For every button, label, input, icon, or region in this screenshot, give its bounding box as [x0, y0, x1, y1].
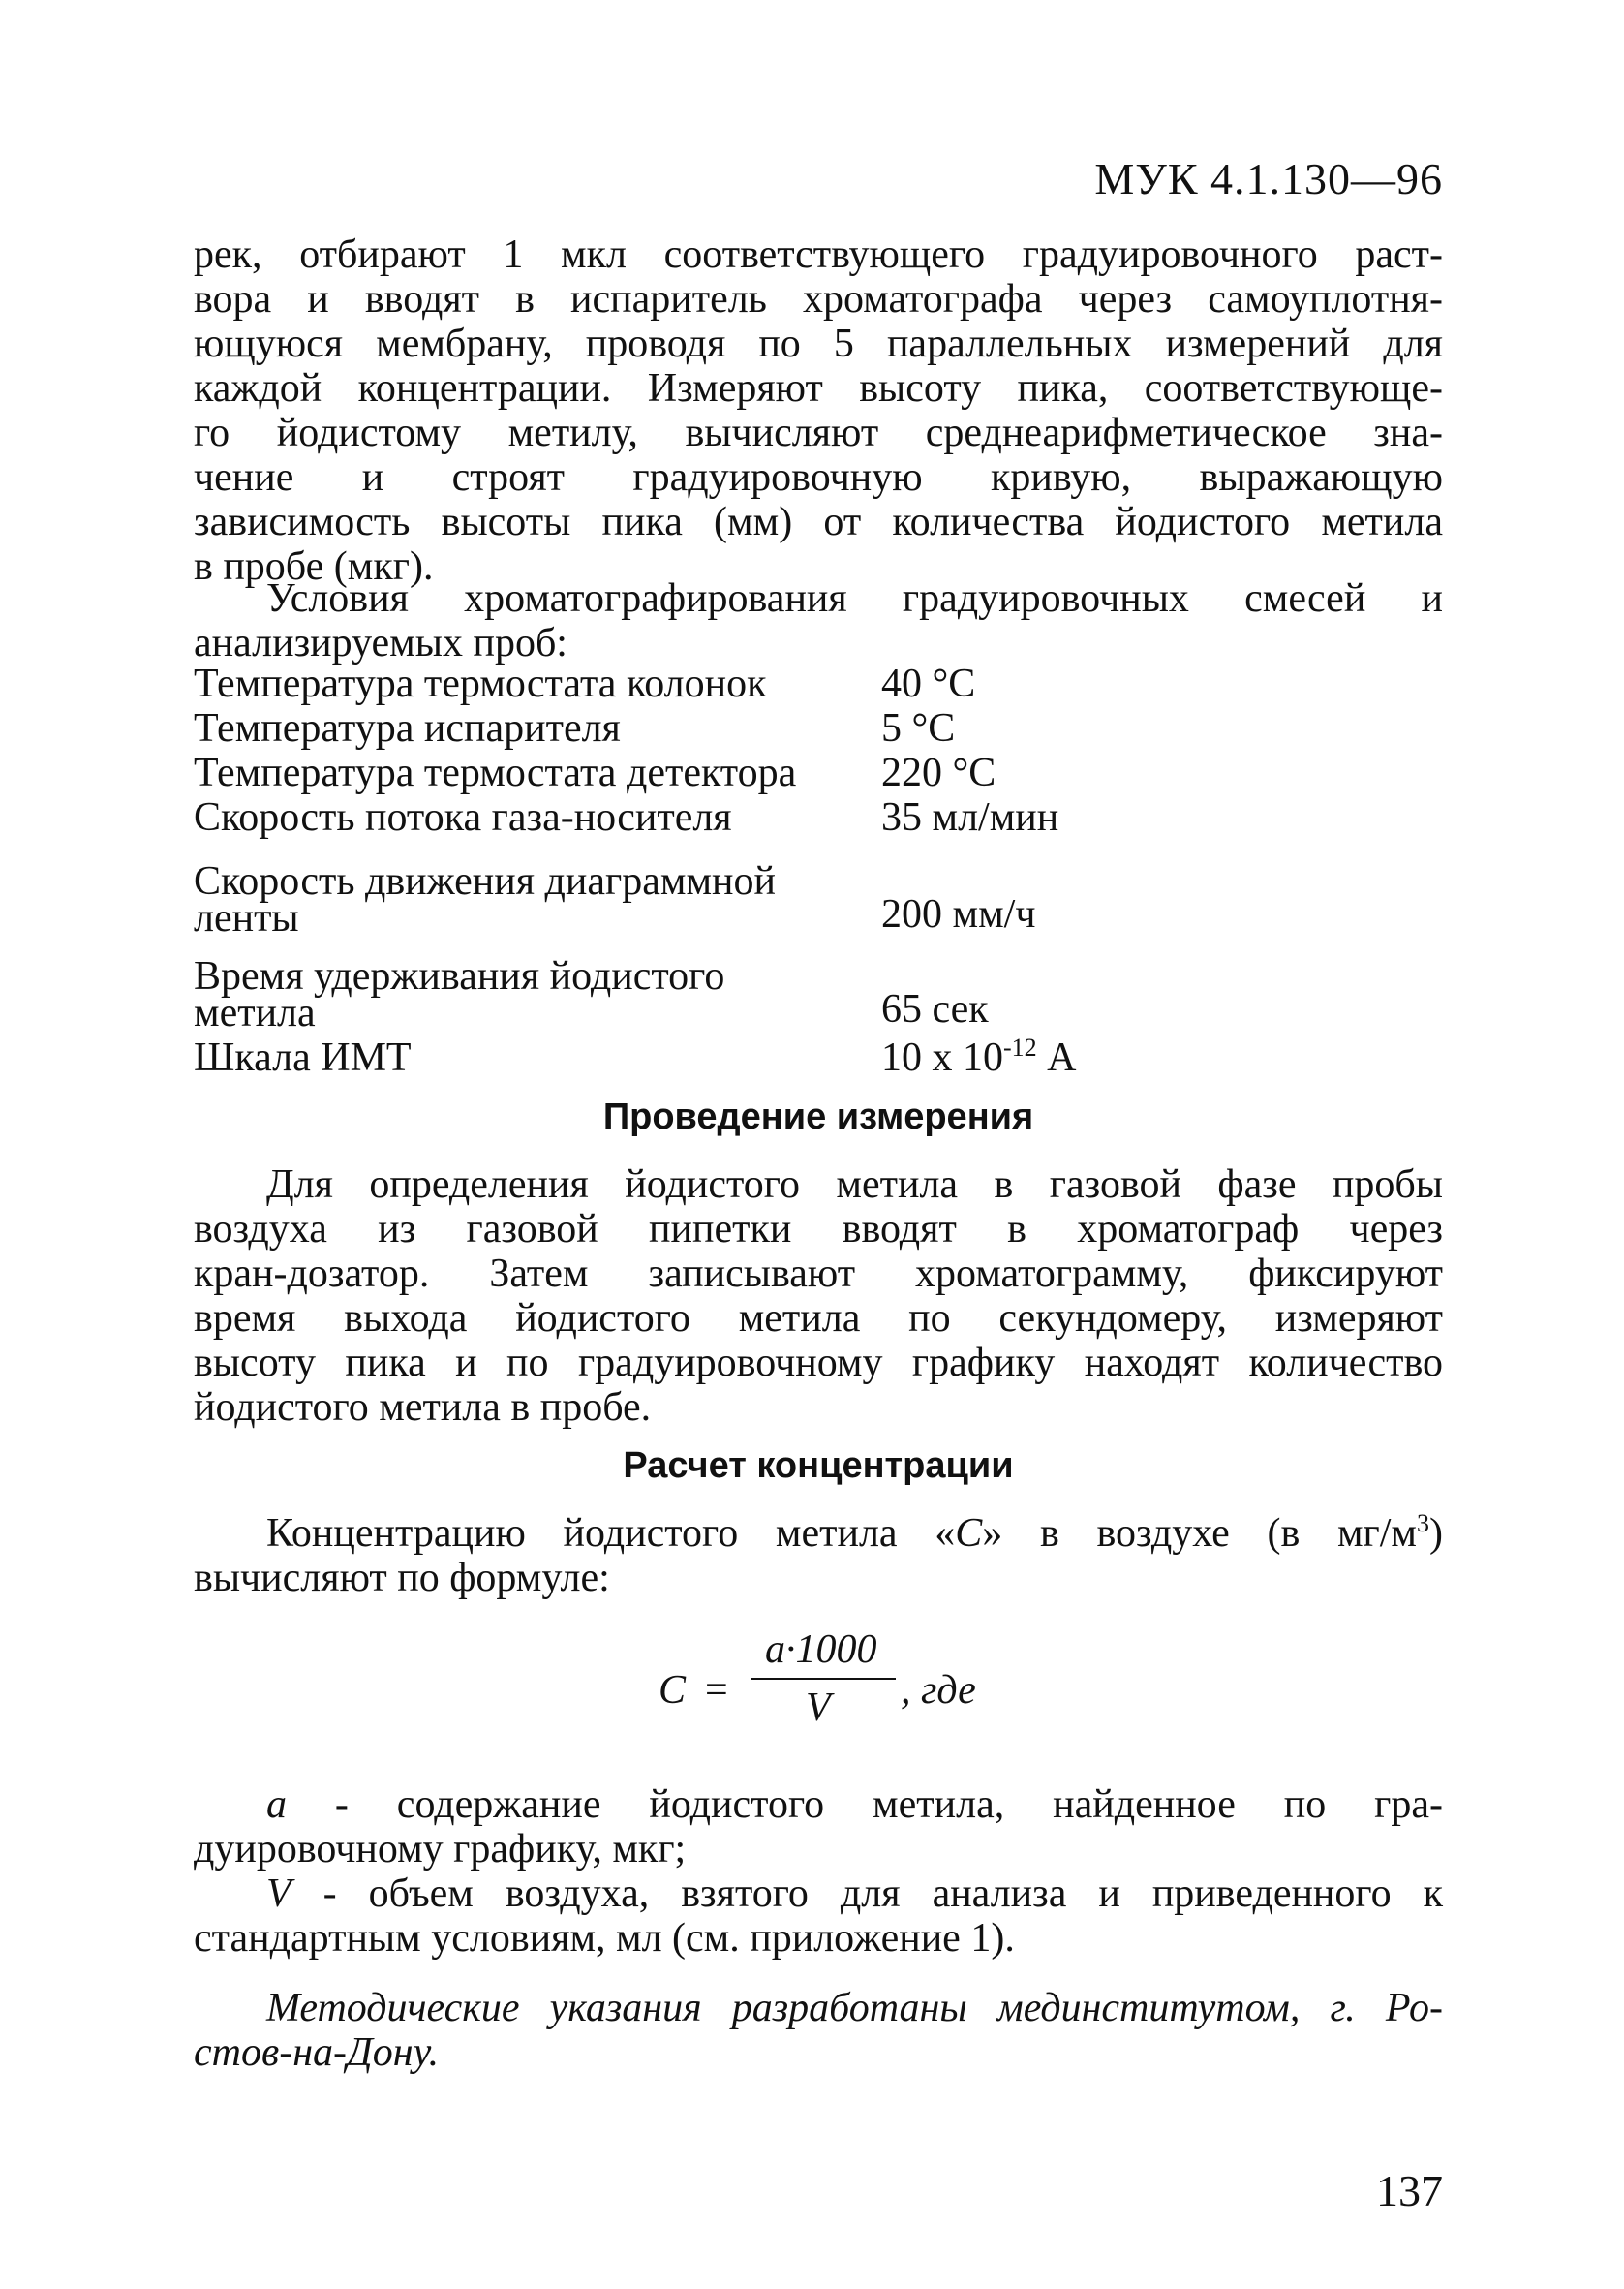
parameter-value: 35 мл/мин [881, 795, 1059, 840]
text-fragment: Концентрацию йодистого метила « [266, 1511, 956, 1556]
parameter-name [194, 859, 881, 941]
parameter-name: Температура термостата колонок [194, 662, 767, 706]
formula-numerator: a·1000 [765, 1627, 877, 1672]
parameter-name-line: Скорость движения диаграммной [194, 859, 777, 904]
text-line: го йодистому метилу, вычисляют среднеарифметическое зна- [194, 411, 1443, 455]
paragraph-conditions-intro [194, 576, 1443, 665]
formula-lhs: С [659, 1668, 687, 1713]
section-title-calculation: Расчет концентрации [623, 1445, 1014, 1486]
parameter-name [194, 954, 881, 1036]
fraction-bar [751, 1678, 896, 1680]
text-fragment: - объем воздуха, взятого для анализа и приведенного к [291, 1871, 1443, 1916]
concentration-formula [659, 1627, 1046, 1753]
formula-denominator: V [806, 1686, 831, 1730]
parameter-value: 5 °С [881, 706, 956, 751]
paragraph-concentration [194, 1511, 1443, 1600]
page-number: 137 [1376, 2166, 1443, 2215]
parameter-row [194, 943, 1443, 1036]
formula-equals: = [705, 1668, 728, 1713]
text-line: каждой концентрации. Измеряют высоту пика, соответствующе- [194, 366, 1443, 411]
parameter-value: 200 мм/ч [881, 892, 1036, 937]
parameter-value: 220 °С [881, 751, 996, 795]
paragraph-measurement [194, 1162, 1443, 1430]
parameter-row [194, 1032, 1443, 1080]
parameter-name-line: ленты [194, 896, 299, 941]
parameter-row [194, 706, 1443, 751]
variable-a: а [266, 1782, 287, 1827]
scale-base: 10 х 10 [881, 1036, 1003, 1080]
text-line: стов-на-Дону. [194, 2030, 440, 2075]
variable-c: С [955, 1511, 983, 1556]
superscript: 3 [1417, 1509, 1430, 1537]
parameter-name: Температура испарителя [194, 706, 621, 751]
text-line: высоту пика и по градуировочному графику находят количество [194, 1341, 1443, 1385]
parameter-value [881, 1036, 1077, 1080]
section-title-measurement: Проведение измерения [602, 1097, 1034, 1137]
parameter-name-line: Время удерживания йодистого [194, 954, 725, 999]
text-line: Методические указания разработаны мединститутом, г. Ро- [266, 1986, 1443, 2030]
parameter-name: Температура термостата детектора [194, 751, 797, 795]
scale-unit: А [1036, 1036, 1077, 1080]
parameter-value: 65 сек [881, 987, 989, 1032]
text-fragment: - содержание йодистого метила, найденное по гра- [287, 1782, 1443, 1827]
parameter-value: 40 °С [881, 662, 976, 706]
text-line: ющуюся мембрану, проводя по 5 параллельных измерений для [194, 322, 1443, 366]
authorship-note [194, 1986, 1443, 2075]
text-line: зависимость высоты пика (мм) от количества йодистого метила [194, 500, 1443, 544]
text-line: стандартным условиям, мл (см. приложение 1). [194, 1916, 1015, 1961]
text-line: в пробе (мкг). [194, 544, 434, 589]
document-code: МУК 4.1.130—96 [1094, 154, 1443, 203]
text-fragment: » в воздухе (в мг/м [982, 1511, 1418, 1556]
text-line: вора и вводят в испаритель хроматографа через самоуплотня- [194, 277, 1443, 322]
text-line [194, 1782, 1443, 1827]
variable-v: V [266, 1871, 291, 1916]
chromatography-parameters [194, 662, 1443, 1080]
text-line [194, 1871, 1443, 1916]
text-line: чение и строят градуировочную кривую, выражающую [194, 455, 1443, 500]
parameter-name: Скорость потока газа-носителя [194, 795, 732, 840]
text-line: воздуха из газовой пипетки вводят в хроматограф через [194, 1207, 1443, 1252]
parameter-name-line: метила [194, 991, 316, 1036]
parameter-row [194, 848, 1443, 941]
text-line [194, 1511, 1443, 1556]
scale-exponent: -12 [1003, 1034, 1037, 1062]
parameter-name: Шкала ИМТ [194, 1036, 412, 1080]
text-line: рек, отбирают 1 мкл соответствующего градуировочного раст- [194, 232, 1443, 277]
text-line: йодистого метила в пробе. [194, 1385, 652, 1430]
text-line: дуировочному графику, мкг; [194, 1827, 687, 1871]
parameter-row [194, 662, 1443, 706]
text-line: анализируемых проб: [194, 621, 567, 665]
text-line: вычисляют по формуле: [194, 1556, 610, 1600]
text-line: Условия хроматографирования градуировочных смесей и [266, 576, 1443, 621]
text-line: Для определения йодистого метила в газовой фазе пробы [266, 1162, 1443, 1207]
variable-definitions [194, 1782, 1443, 1961]
parameter-row [194, 751, 1443, 795]
formula-suffix: , где [901, 1668, 976, 1713]
text-line: кран-дозатор. Затем записывают хроматограмму, фиксируют [194, 1252, 1443, 1296]
text-line: время выхода йодистого метила по секундомеру, измеряют [194, 1296, 1443, 1341]
parameter-row [194, 795, 1443, 840]
text-fragment: ) [1429, 1511, 1444, 1556]
paragraph-sample-injection [194, 232, 1443, 589]
